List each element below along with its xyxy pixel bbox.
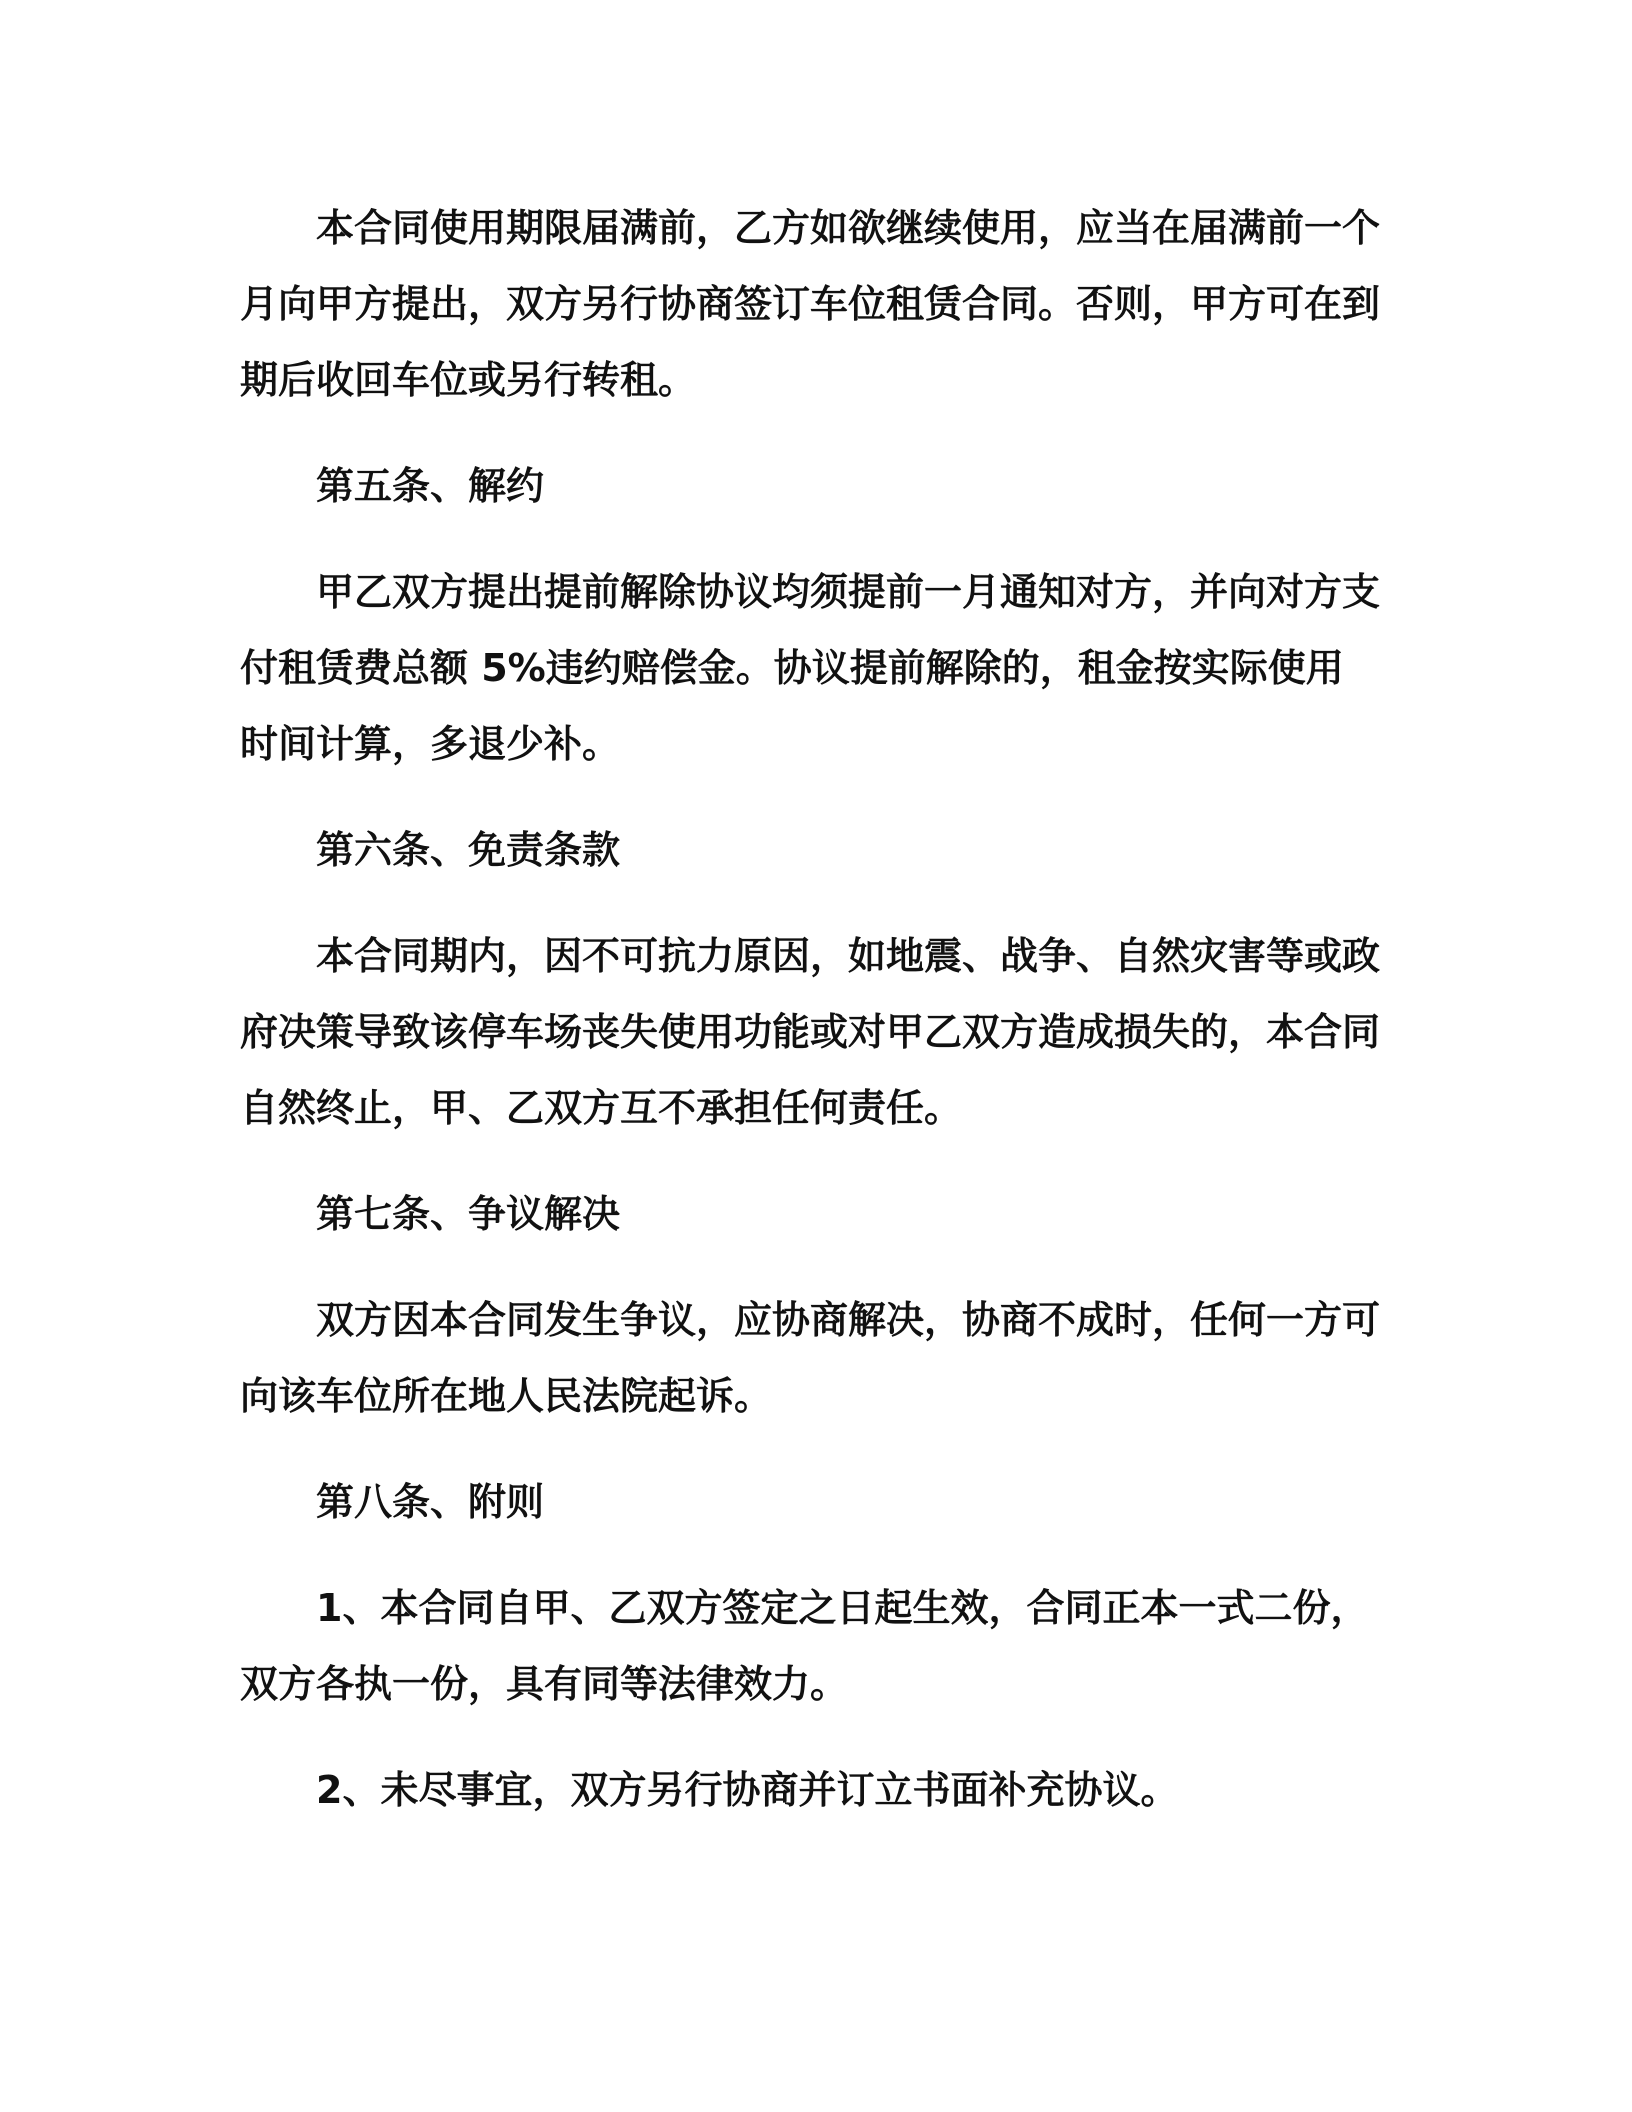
article-7-body: 双方因本合同发生争议，应协商解决，协商不成时，任何一方可向该车位所在地人民法院起诉。	[240, 1298, 1381, 1418]
article-8-item-1: 1、本合同自甲、乙双方签定之日起生效，合同正本一式二份，双方各执一份，具有同等法律效力。	[240, 1586, 1369, 1706]
paragraph-renewal: 本合同使用期限届满前，乙方如欲继续使用，应当在届满前一个月向甲方提出，双方另行协商签订车位租赁合同。否则，甲方可在到期后收回车位或另行转租。	[240, 206, 1381, 402]
article-5-body: 甲乙双方提出提前解除协议均须提前一月通知对方，并向对方支付租赁费总额 5%违约赔偿金。协议提前解除的，租金按实际使用时间计算，多退少补。	[240, 570, 1381, 766]
document-body	[240, 190, 1380, 1828]
article-7-heading: 第七条、争议解决	[316, 1192, 621, 1236]
article-8-heading: 第八条、附则	[316, 1480, 545, 1524]
article-5-heading: 第五条、解约	[316, 464, 545, 508]
article-6-body: 本合同期内，因不可抗力原因，如地震、战争、自然灾害等或政府决策导致该停车场丧失使用功能或对甲乙双方造成损失的，本合同自然终止，甲、乙双方互不承担任何责任。	[240, 934, 1381, 1130]
article-6-heading: 第六条、免责条款	[316, 828, 621, 872]
article-8-item-2: 2、未尽事宜，双方另行协商并订立书面补充协议。	[316, 1768, 1179, 1812]
